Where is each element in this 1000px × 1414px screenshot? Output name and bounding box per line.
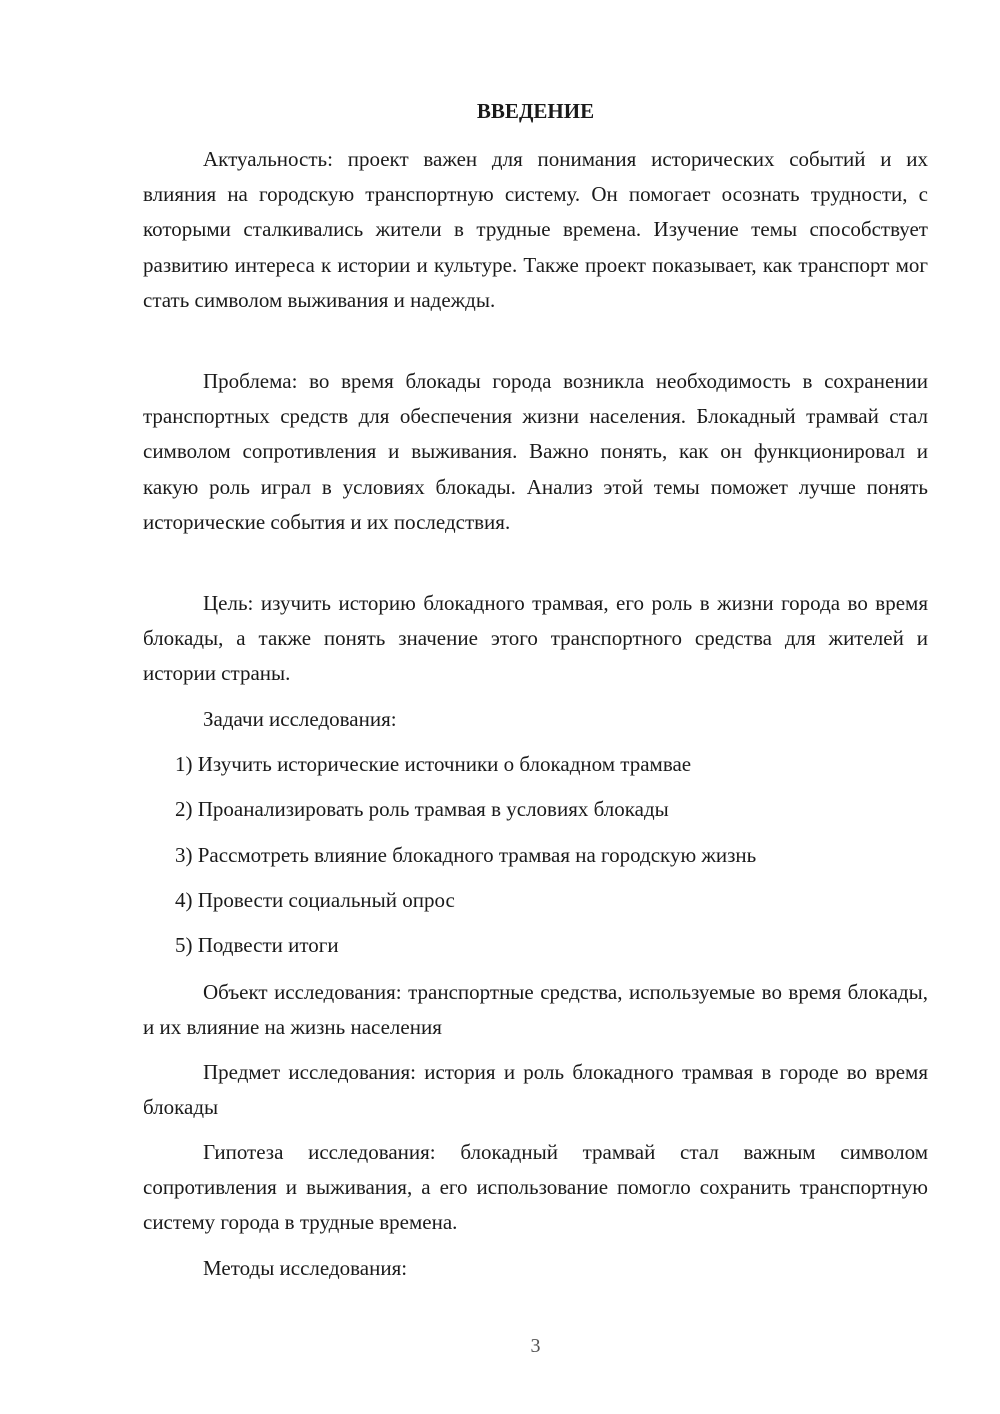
list-item: 2) Проанализировать роль трамвая в условиях блокады	[175, 797, 669, 821]
page-number: 3	[530, 1335, 541, 1357]
list-item: 4) Провести социальный опрос	[175, 888, 455, 912]
list-item: 5) Подвести итоги	[175, 933, 339, 957]
list-item: 1) Изучить исторические источники о блокадном трамвае	[175, 752, 692, 776]
paragraph-goal: Цель: изучить историю блокадного трамвая, его роль в жизни города во время блокады, а также понять значение этого транспортного средства для жителей и истории страны.	[143, 591, 928, 686]
paragraph-object: Объект исследования: транспортные средства, используемые во время блокады, и их влияние на жизнь населения	[143, 980, 928, 1040]
tasks-heading: Задачи исследования:	[203, 707, 397, 731]
list-item: 3) Рассмотреть влияние блокадного трамвая на городскую жизнь	[175, 843, 757, 867]
page-title: ВВЕДЕНИЕ	[476, 99, 595, 123]
paragraph-hypothesis: Гипотеза исследования: блокадный трамвай стал важным символом сопротивления и выживания, а его использование помогло сохранить транспортную систему города в трудные времена.	[143, 1140, 928, 1235]
paragraph-problem: Проблема: во время блокады города возникла необходимость в сохранении транспортных средств для обеспечения жизни населения. Блокадный трамвай стал символом сопротивления и выживания. Важно понять, как он функционировал и какую роль играл в условиях блокады. Анализ этой темы поможет лучше понять исторические события и их последствия.	[143, 369, 928, 534]
document-page	[143, 0, 928, 1414]
methods-heading: Методы исследования:	[203, 1256, 408, 1280]
paragraph-relevance: Актуальность: проект важен для понимания исторических событий и их влияния на городскую транспортную систему. Он помогает осознать трудности, с которыми сталкивались жители в трудные времена. Изучение темы способствует развитию интереса к истории и культуре. Также проект показывает, как транспорт мог стать символом выживания и надежды.	[143, 147, 928, 312]
paragraph-subject: Предмет исследования: история и роль блокадного трамвая в городе во время блокады	[143, 1060, 928, 1120]
